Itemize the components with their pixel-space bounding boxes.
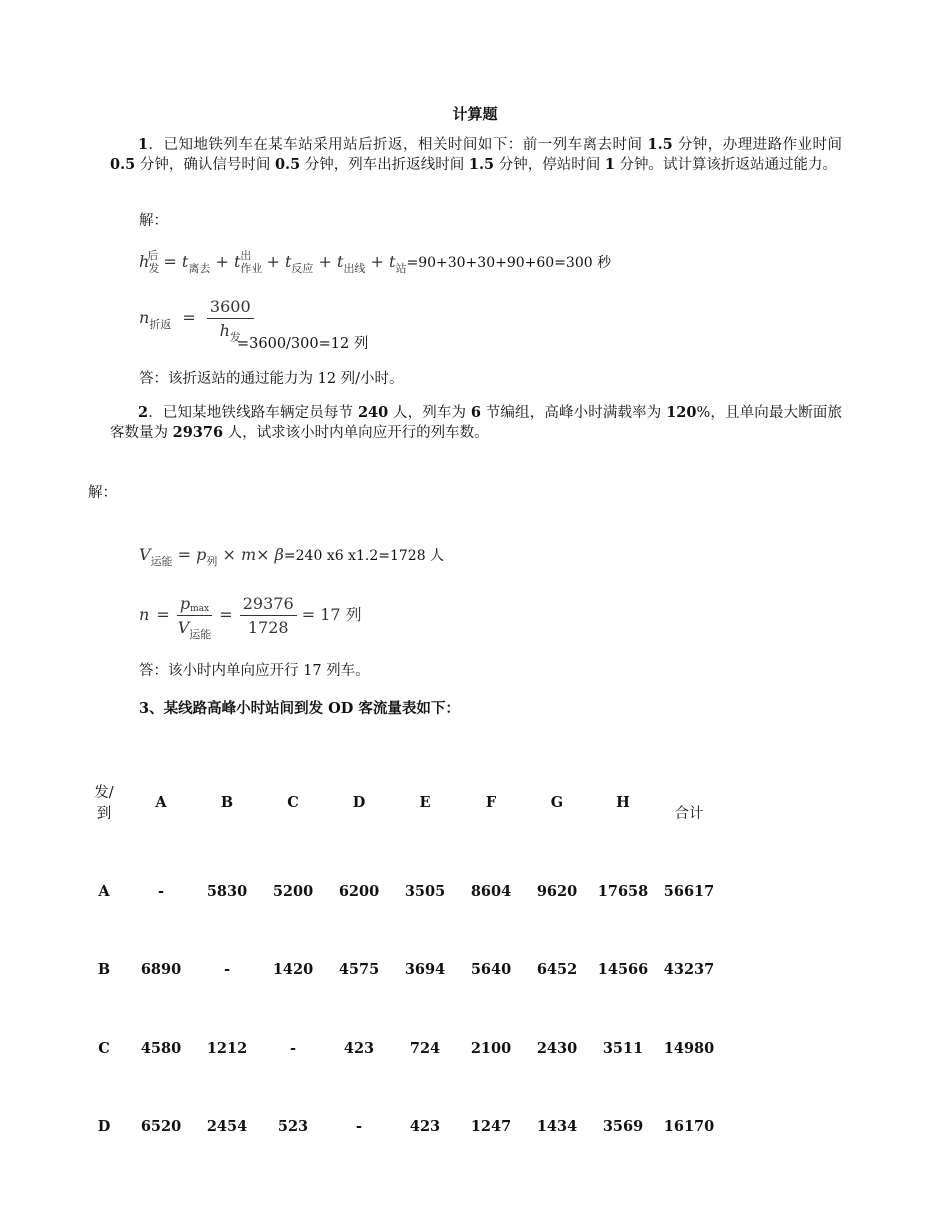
column-header: H bbox=[616, 793, 630, 811]
table-cell: 423 bbox=[343, 1039, 375, 1057]
table-cell: 3569 bbox=[602, 1118, 644, 1136]
column-header: E bbox=[419, 793, 431, 811]
total-header: 合计 bbox=[674, 805, 704, 822]
table-cell: 3505 bbox=[404, 882, 446, 900]
table-cell: 2430 bbox=[536, 1039, 578, 1057]
question-2-text: 2．已知某地铁线路车辆定员每节 240 人，列车为 6 节编组，高峰小时满载率为 120%，且单向最大断面旅客数量为 29376 人，试求该小时内单向应开行的列车数。 bbox=[110, 404, 843, 441]
row-total: 56617 bbox=[663, 882, 715, 900]
od-table bbox=[80, 752, 722, 1166]
table-cell: - bbox=[223, 961, 231, 979]
table-row bbox=[80, 1009, 722, 1088]
row-label: A bbox=[98, 882, 110, 900]
table-cell: 3694 bbox=[404, 961, 446, 979]
table-cell: 6520 bbox=[140, 1118, 182, 1136]
table-cell: 6200 bbox=[338, 882, 380, 900]
table-cell: 3511 bbox=[602, 1039, 644, 1057]
answer-1: 答：该折返站的通过能力为 12 列/小时。 bbox=[139, 371, 404, 387]
answer-2: 答：该小时内单向应开行 17 列车。 bbox=[139, 663, 370, 679]
headway-result: =90+30+30+90+60=300 秒 bbox=[406, 255, 612, 271]
column-header: A bbox=[155, 793, 167, 811]
column-header: B bbox=[220, 793, 234, 811]
table-cell: 4580 bbox=[140, 1039, 182, 1057]
page-title: 计算题 bbox=[452, 105, 498, 123]
question-3-heading: 3、某线路高峰小时站间到发 OD 客流量表如下： bbox=[139, 700, 460, 717]
table-cell: 2100 bbox=[470, 1039, 512, 1057]
capacity-result: =3600/300=12 列 bbox=[237, 336, 369, 352]
table-cell: 1420 bbox=[272, 961, 314, 979]
row-total: 43237 bbox=[663, 961, 715, 979]
table-cell: 724 bbox=[409, 1039, 441, 1057]
table-cell: 14566 bbox=[597, 961, 649, 979]
solution-label-2: 解： bbox=[88, 485, 117, 501]
table-cell: 6890 bbox=[140, 961, 182, 979]
table-cell: - bbox=[289, 1039, 297, 1057]
table-row bbox=[80, 1088, 722, 1167]
column-header: D bbox=[352, 793, 366, 811]
train-count-result: = 17 列 bbox=[301, 605, 362, 624]
row-total: 14980 bbox=[663, 1039, 715, 1057]
question-1-number: 1 bbox=[138, 136, 149, 153]
table-cell: 5640 bbox=[470, 961, 512, 979]
row-label: B bbox=[97, 961, 111, 979]
solution-label: 解： bbox=[139, 213, 168, 229]
table-row bbox=[80, 931, 722, 1010]
row-label: D bbox=[97, 1118, 111, 1136]
table-cell: 9620 bbox=[536, 882, 578, 900]
row-total: 16170 bbox=[663, 1118, 715, 1136]
table-cell: 1434 bbox=[536, 1118, 578, 1136]
question-1-text: 1．已知地铁列车在某车站采用站后折返，相关时间如下：前一列车离去时间 1.5 分钟，办理进路作业时间 0.5 分钟，确认信号时间 0.5 分钟，列车出折返线时间 1.5 分钟，停站时间 1 分钟。试计算该折返站通过能力。 bbox=[110, 136, 843, 173]
table-cell: 2454 bbox=[206, 1118, 248, 1136]
table-cell: 17658 bbox=[597, 882, 649, 900]
table-cell: - bbox=[355, 1118, 363, 1136]
question-2-number: 2 bbox=[138, 404, 149, 421]
volume-formula: $V_{运能} = p_列 \times m\times \beta=240$ x6 x1.2=1728 人 bbox=[139, 545, 445, 568]
corner-cell: 发/ 到 bbox=[94, 785, 114, 822]
table-cell: 523 bbox=[277, 1118, 309, 1136]
table-cell: 5830 bbox=[206, 882, 248, 900]
column-header: G bbox=[550, 793, 564, 811]
table-cell: 423 bbox=[409, 1118, 441, 1136]
table-cell: - bbox=[157, 882, 165, 900]
row-label: C bbox=[98, 1039, 110, 1057]
table-cell: 8604 bbox=[470, 882, 512, 900]
table-cell: 5200 bbox=[272, 882, 314, 900]
table-cell: 6452 bbox=[536, 961, 578, 979]
table-cell: 4575 bbox=[338, 961, 380, 979]
column-header: F bbox=[485, 793, 497, 811]
volume-result: =240 x6 x1.2=1728 人 bbox=[283, 548, 445, 564]
table-row bbox=[80, 852, 722, 931]
table-header-row bbox=[80, 752, 722, 852]
capacity-formula: $n_{折返}$ = $\frac{3600}{h_发}$ bbox=[139, 297, 254, 340]
table-cell: 1247 bbox=[470, 1118, 512, 1136]
headway-formula: $h_发^后 = t_{离去} + t_{作业}^出 + t_{反应} + t_{出线} + t_站=90+30+30+90+60=300$ 秒 bbox=[139, 249, 612, 275]
table-cell: 1212 bbox=[206, 1039, 248, 1057]
column-header: C bbox=[287, 793, 299, 811]
train-count-formula: n = $\frac{pmax}{V_{运能}}$ = $\frac{29376}{1728}$ = 17 列 bbox=[139, 594, 362, 641]
